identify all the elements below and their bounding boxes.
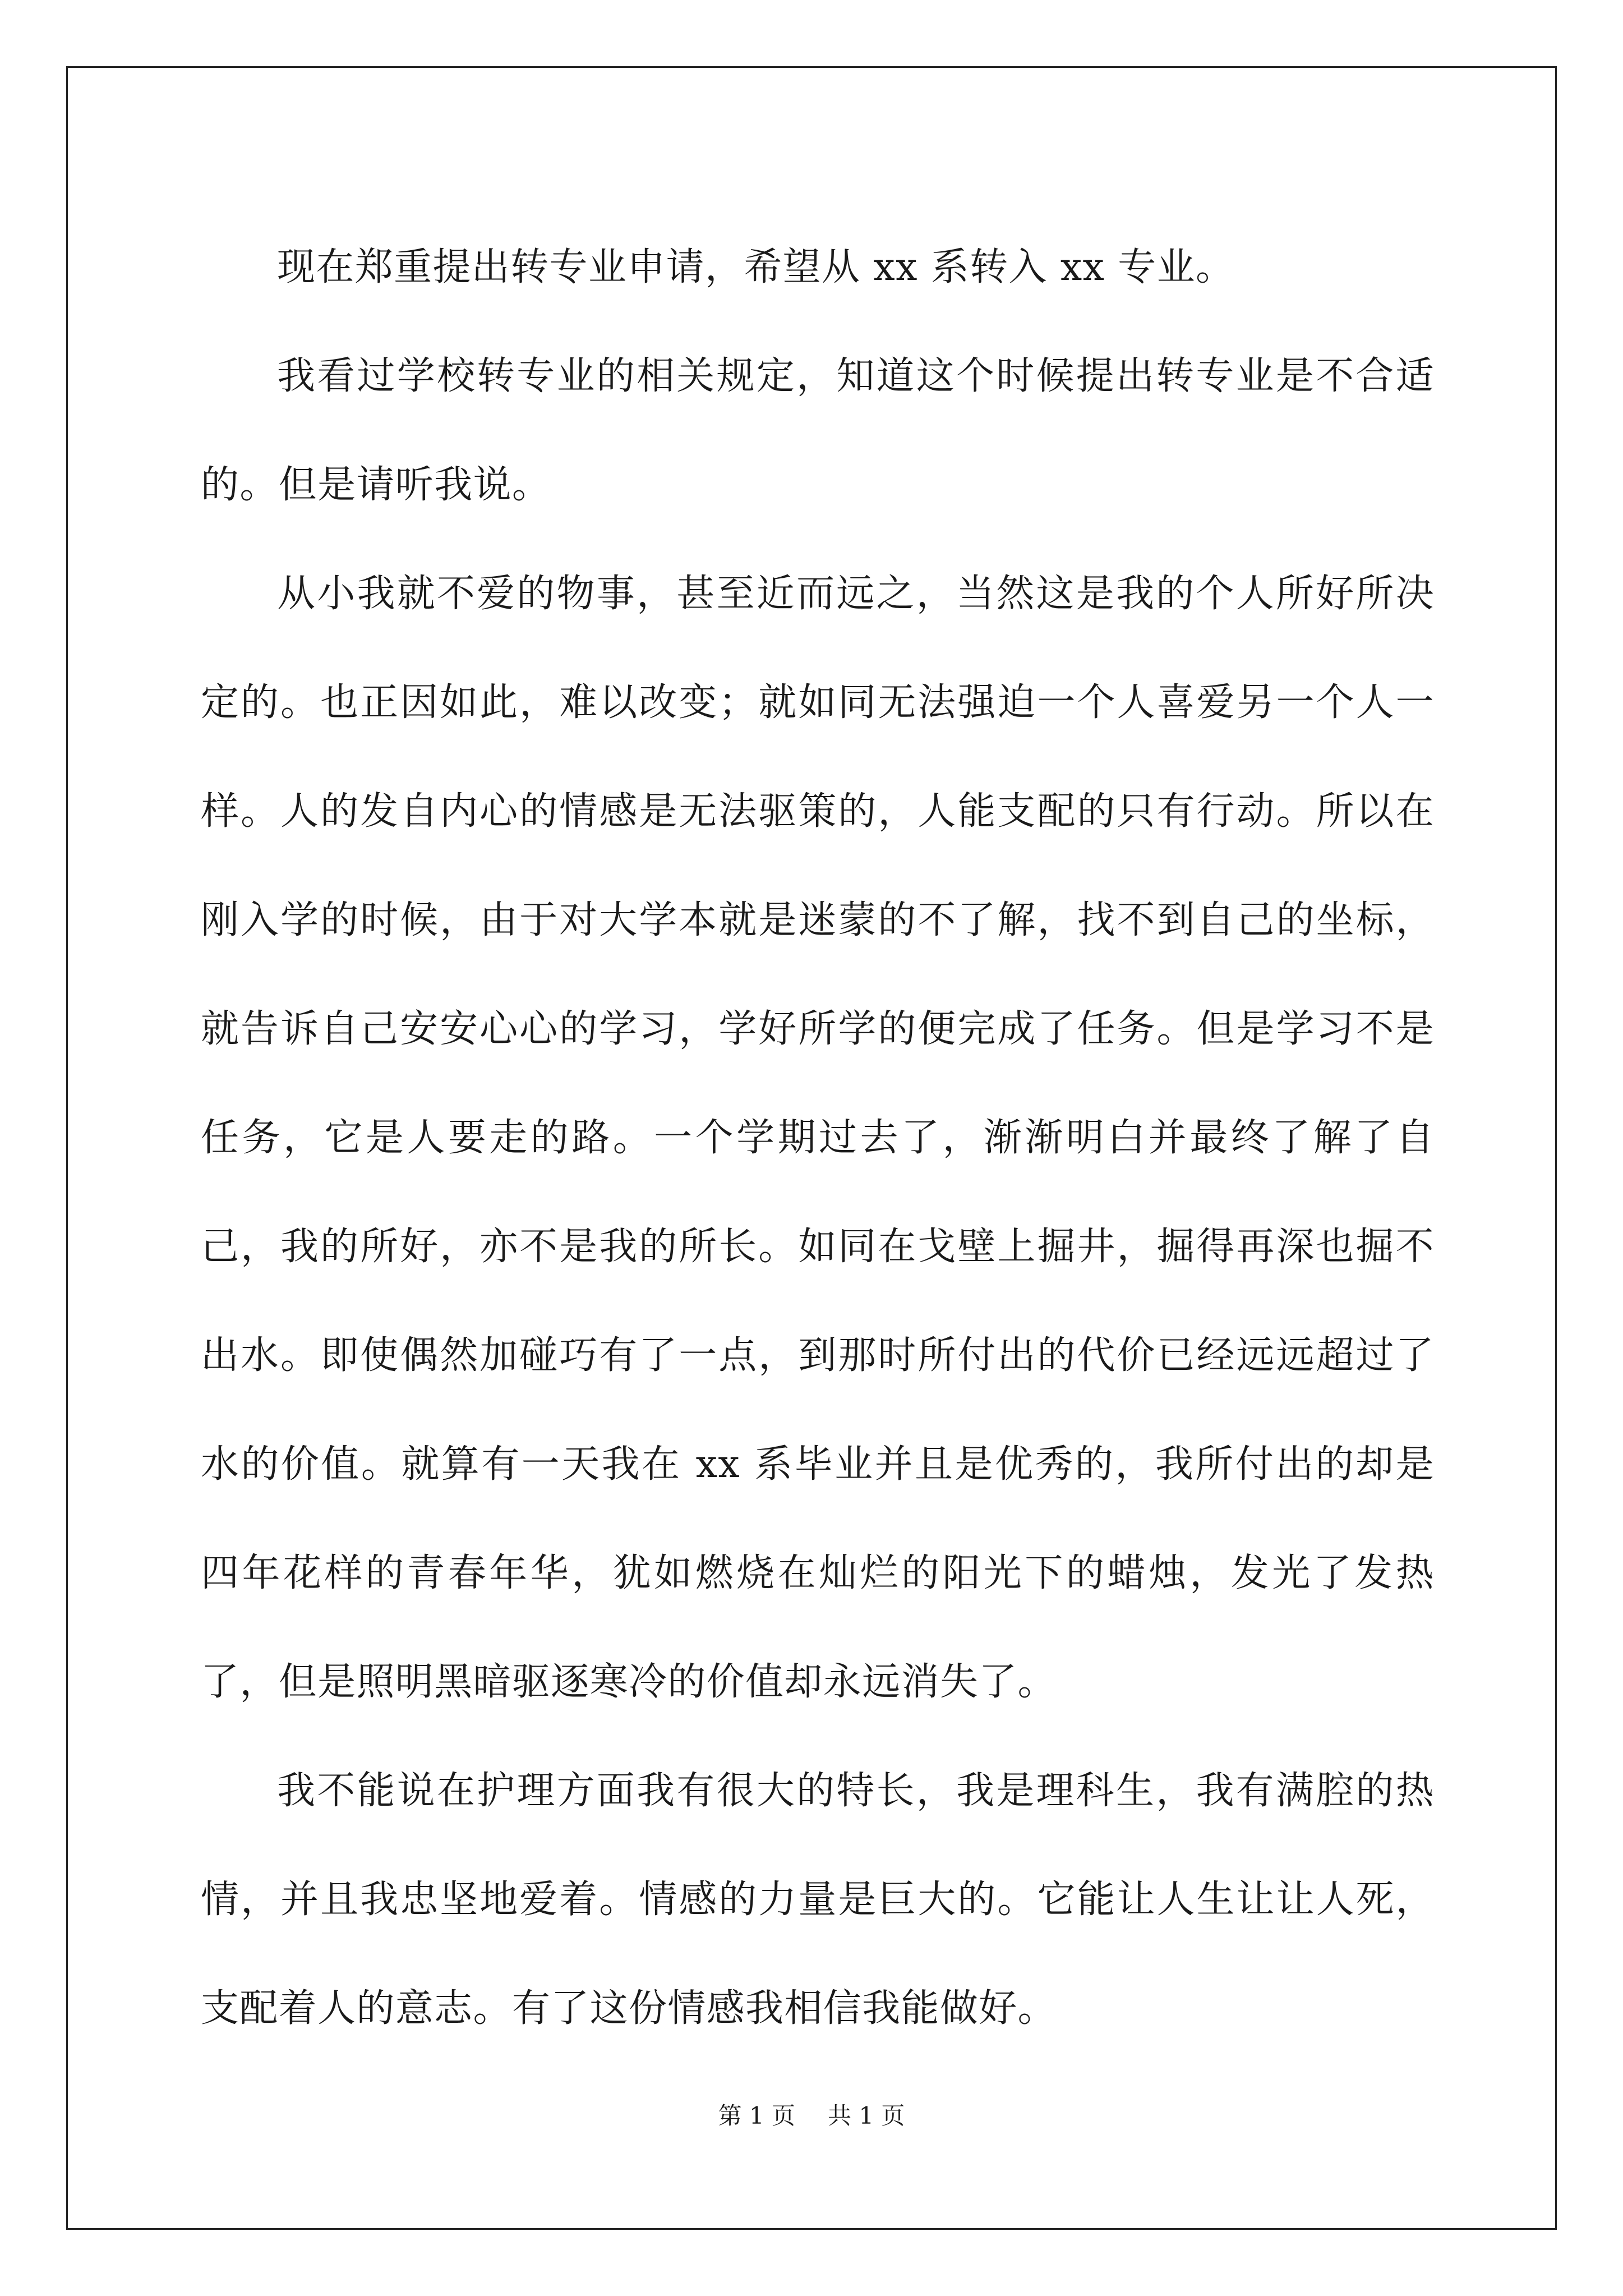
page-footer (0, 2099, 1623, 2133)
page-total: 共 1 页 (828, 2102, 905, 2129)
document-body (201, 213, 1435, 2063)
page-number: 第 1 页 (718, 2102, 795, 2129)
paragraph-2: 我看过学校转专业的相关规定，知道这个时候提出转专业是不合适的。但是请听我说。 (201, 354, 1435, 507)
paragraph-4: 我不能说在护理方面我有很大的特长，我是理科生，我有满腔的热情，并且我忠坚地爱着。情感的力量是巨大的。它能让人生让让人死，支配着人的意志。有了这份情感我相信我能做好。 (201, 1769, 1435, 2031)
paragraph-1: 现在郑重提出转专业申请，希望从 xx 系转入 xx 专业。 (277, 245, 1235, 289)
paragraph-3: 从小我就不爱的物事，甚至近而远之，当然这是我的个人所好所决定的。也正因如此，难以改变；就如同无法强迫一个人喜爱另一个人一样。人的发自内心的情感是无法驱策的，人能支配的只有行动。所以在刚入学的时候，由于对大学本就是迷蒙的不了解，找不到自己的坐标，就告诉自己安安心心的学习，学好所学的便完成了任务。但是学习不是任务，它是人要走的路。一个学期过去了，渐渐明白并最终了解了自己，我的所好，亦不是我的所长。如同在戈壁上掘井，掘得再深也掘不出水。即使偶然加碰巧有了一点，到那时所付出的代价已经远远超过了水的价值。就算有一天我在 xx 系毕业并且是优秀的，我所付出的却是四年花样的青春年华，犹如燃烧在灿烂的阳光下的蜡烛，发光了发热了，但是照明黑暗驱逐寒冷的价值却永远消失了。 (201, 572, 1435, 1704)
